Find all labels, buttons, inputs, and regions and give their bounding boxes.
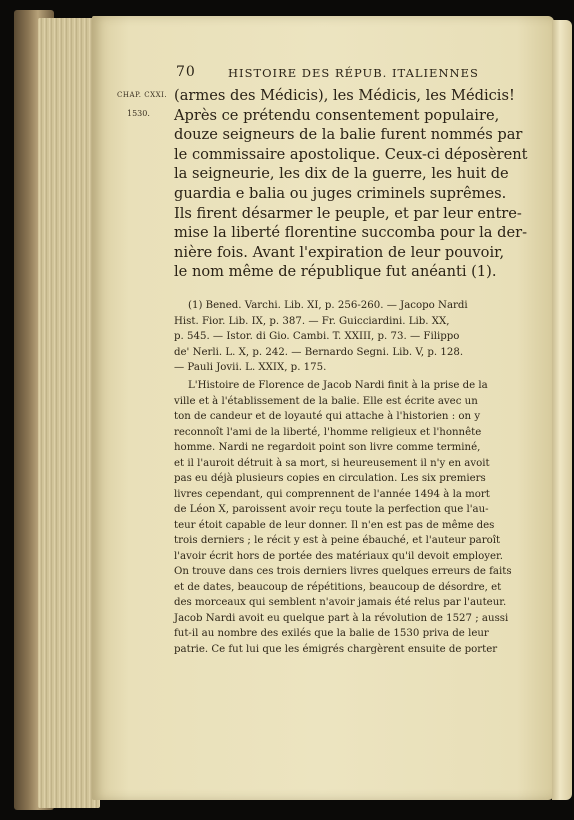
note-line: Jacob Nardi avoit eu quelque part à la révolution de 1527 ; aussi: [174, 612, 509, 624]
note-line: L'Histoire de Florence de Jacob Nardi finit à la prise de la: [188, 380, 488, 391]
running-header: [176, 64, 479, 82]
note-line: teur étoit capable de leur donner. Il n'en est pas de même des: [174, 519, 495, 531]
body-line: Après ce prétendu consentement populaire,: [174, 106, 500, 124]
running-title: HISTOIRE DES RÉPUB. ITALIENNES: [228, 66, 479, 80]
body-line: (armes des Médicis), les Médicis, les Médicis!: [174, 87, 515, 104]
footnote-line: de' Nerli. L. X, p. 242. — Bernardo Segni. Lib. V, p. 128.: [174, 346, 464, 358]
note-line: On trouve dans ces trois derniers livres quelques erreurs de faits: [174, 566, 512, 577]
note-line: et de dates, beaucoup de répétitions, beaucoup de désordre, et: [174, 581, 502, 593]
note-line: reconnoît l'ami de la liberté, l'homme religieux et l'honnête: [174, 426, 482, 438]
body-line: Ils firent désarmer le peuple, et par leur entre-: [174, 204, 522, 222]
note-line: ton de candeur et de loyauté qui attache à l'historien : on y: [174, 411, 481, 422]
footnote-line: p. 545. — Istor. di Gio. Cambi. T. XXIII, p. 73. — Filippo: [174, 331, 460, 342]
page-number: 70: [176, 64, 196, 80]
page-stack-edges: [38, 18, 100, 808]
margin-chapter: CHAP. CXXI.: [117, 91, 168, 99]
note-line: pas eu déjà plusieurs copies en circulation. Les six premiers: [174, 473, 486, 484]
note-line: homme. Nardi ne regardoit point son livre comme terminé,: [174, 442, 481, 453]
note-line: patrie. Ce fut lui que les émigrés chargèrent ensuite de porter: [174, 643, 498, 655]
note-line: trois derniers ; le récit y est à peine ébauché, et l'auteur paroît: [174, 535, 501, 546]
footnote-line: — Pauli Jovii. L. XXIX, p. 175.: [174, 362, 327, 373]
body-line: mise la liberté florentine succomba pour la der-: [174, 224, 528, 242]
note-line: et il l'auroit détruit à sa mort, si heureusement il n'y en avoit: [174, 457, 490, 469]
footnote-line: (1) Bened. Varchi. Lib. XI, p. 256-260. — Jacopo Nardi: [188, 300, 468, 311]
body-line: nière fois. Avant l'expiration de leur pouvoir,: [174, 243, 505, 261]
main-text: [174, 86, 528, 282]
body-line: guardia e balia ou juges criminels suprêmes.: [174, 184, 507, 202]
body-line: la seigneurie, les dix de la guerre, les huit de: [174, 165, 509, 183]
note-line: l'avoir écrit hors de portée des matériaux qu'il devoit employer.: [174, 550, 503, 562]
note-line: livres cependant, qui comprennent de l'année 1494 à la mort: [174, 488, 490, 500]
body-line: douze seigneurs de la balie furent nommés par: [174, 126, 523, 144]
footnote: [174, 298, 500, 376]
margin-year: 1530.: [127, 109, 150, 118]
note-line: fut-il au nombre des exilés que la balie de 1530 priva de leur: [174, 628, 489, 639]
right-page-edge: [552, 20, 572, 800]
body-line: le nom même de république fut anéanti (1).: [174, 263, 497, 281]
footnote-line: Hist. Fior. Lib. IX, p. 387. — Fr. Guicciardini. Lib. XX,: [174, 315, 450, 327]
body-line: le commissaire apostolique. Ceux-ci déposèrent: [174, 145, 528, 163]
note-line: des morceaux qui semblent n'avoir jamais été relus par l'auteur.: [174, 597, 507, 608]
note-line: de Léon X, paroissent avoir reçu toute la perfection que l'au-: [174, 504, 489, 515]
note-line: ville et à l'établissement de la balie. Elle est écrite avec un: [174, 395, 478, 407]
footnote-note: [174, 378, 512, 657]
